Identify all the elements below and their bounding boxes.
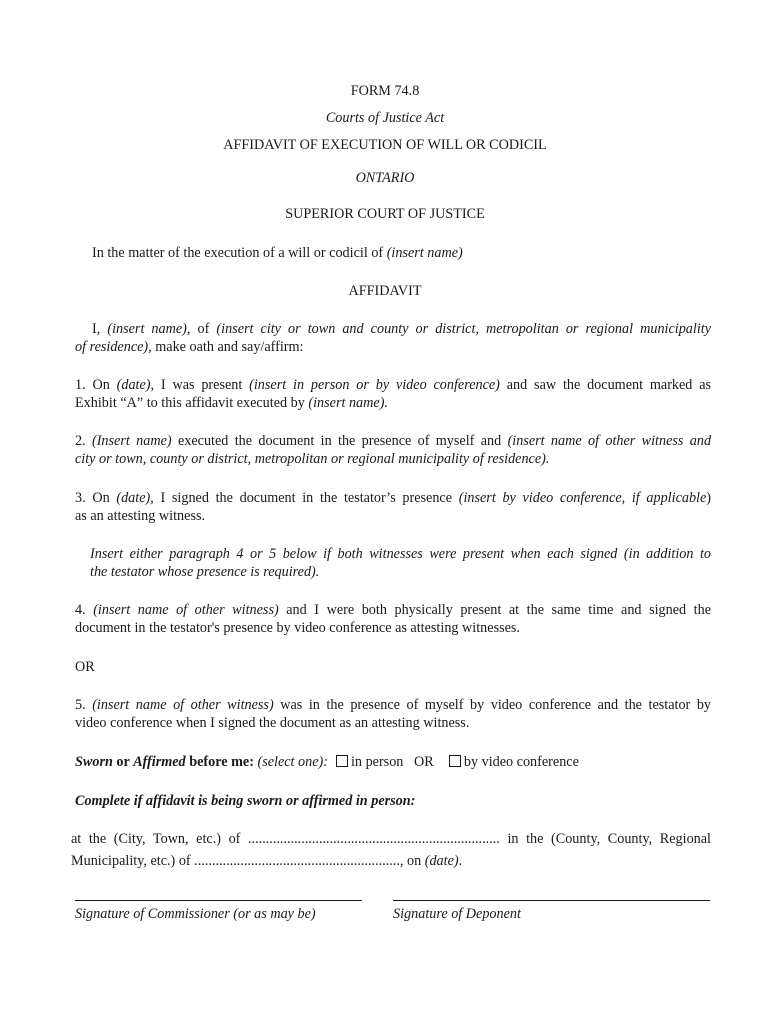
sworn-line: Sworn or Affirmed before me: (select one): in person OR by video conference — [75, 754, 579, 770]
act-name: Courts of Justice Act — [325, 110, 445, 126]
province: ONTARIO — [355, 170, 415, 186]
paragraph-5-line-1: 5. (insert name of other witness) was in the presence of myself by video conference and the testator by — [75, 697, 712, 713]
deponent-signature-label: Signature of Deponent — [393, 906, 521, 922]
insert-residence-field[interactable]: (insert city or town and county or district, metropolitan or regional municipality — [216, 321, 712, 337]
court-name: SUPERIOR COURT OF JUSTICE — [285, 206, 485, 222]
paragraph-4-line-1: 4. (insert name of other witness) and I were both physically present at the same time and signed the — [75, 602, 711, 618]
instruction-line-1: Insert either paragraph 4 or 5 below if both witnesses were present when each signed (in addition to — [90, 546, 711, 562]
insert-witness-field[interactable]: (insert name of other witness) — [92, 697, 274, 713]
intro-line-2: of residence), make oath and say/affirm: — [75, 339, 304, 355]
insert-name-field[interactable]: (Insert name) — [91, 433, 172, 449]
paragraph-2-line-2: city or town, county or district, metropolitan or regional municipality of residence). — [75, 451, 550, 467]
deponent-signature-line[interactable] — [393, 900, 710, 901]
form-title: AFFIDAVIT OF EXECUTION OF WILL OR CODICIL — [223, 137, 547, 153]
commissioner-signature-line[interactable] — [75, 900, 362, 901]
form-number: FORM 74.8 — [350, 83, 420, 99]
insert-date-field[interactable]: (date), — [116, 490, 154, 506]
insert-video-field[interactable]: (insert by video conference, if applicable — [458, 490, 707, 506]
complete-heading: Complete if affidavit is being sworn or affirmed in person: — [75, 793, 416, 809]
location-line-2[interactable]: Municipality, etc.) of .........................................................., on (date). — [71, 853, 463, 869]
in-person-label: in person — [350, 754, 404, 770]
insert-witness-field[interactable]: (insert name of other witness) — [93, 602, 279, 618]
paragraph-4-line-2: document in the testator's presence by video conference as attesting witnesses. — [75, 620, 520, 636]
paragraph-3-line-1: 3. On (date), I signed the document in the testator’s presence (insert by video conference, if applicable) — [75, 490, 712, 506]
insert-date-field[interactable]: (date), — [116, 377, 155, 393]
in-person-checkbox[interactable] — [336, 755, 348, 767]
or-separator: OR — [75, 659, 95, 675]
video-conference-checkbox[interactable] — [449, 755, 461, 767]
insert-name-field[interactable]: (insert name). — [308, 395, 388, 411]
paragraph-2-line-1: 2. (Insert name) executed the document in the presence of myself and (insert name of other witness and — [75, 433, 712, 449]
insert-presence-field[interactable]: (insert in person or by video conference) — [249, 377, 500, 393]
matter-line: In the matter of the execution of a will or codicil of (insert name) — [92, 245, 463, 261]
paragraph-1-line-2: Exhibit “A” to this affidavit executed by (insert name). — [75, 395, 388, 411]
video-conference-label: by video conference — [463, 754, 579, 770]
insert-witness-field[interactable]: (insert name of other witness and — [507, 433, 712, 449]
paragraph-3-line-2: as an attesting witness. — [75, 508, 206, 524]
intro-line-1: I, (insert name), of (insert city or town and county or district, metropolitan or regional municipality — [92, 321, 712, 337]
paragraph-5-line-2: video conference when I signed the document as an attesting witness. — [75, 715, 470, 731]
paragraph-1-line-1: 1. On (date), I was present (insert in person or by video conference) and saw the document marked as — [75, 377, 712, 393]
instruction-line-2: the testator whose presence is required). — [90, 564, 320, 580]
location-line-1[interactable]: at the (City, Town, etc.) of ....................................................................... in the (County, County, Regional — [71, 831, 711, 847]
insert-name-field[interactable]: (insert name) — [386, 245, 463, 261]
affidavit-heading: AFFIDAVIT — [348, 283, 422, 299]
insert-name-field[interactable]: (insert name), — [107, 321, 191, 337]
commissioner-signature-label: Signature of Commissioner (or as may be) — [75, 906, 316, 922]
